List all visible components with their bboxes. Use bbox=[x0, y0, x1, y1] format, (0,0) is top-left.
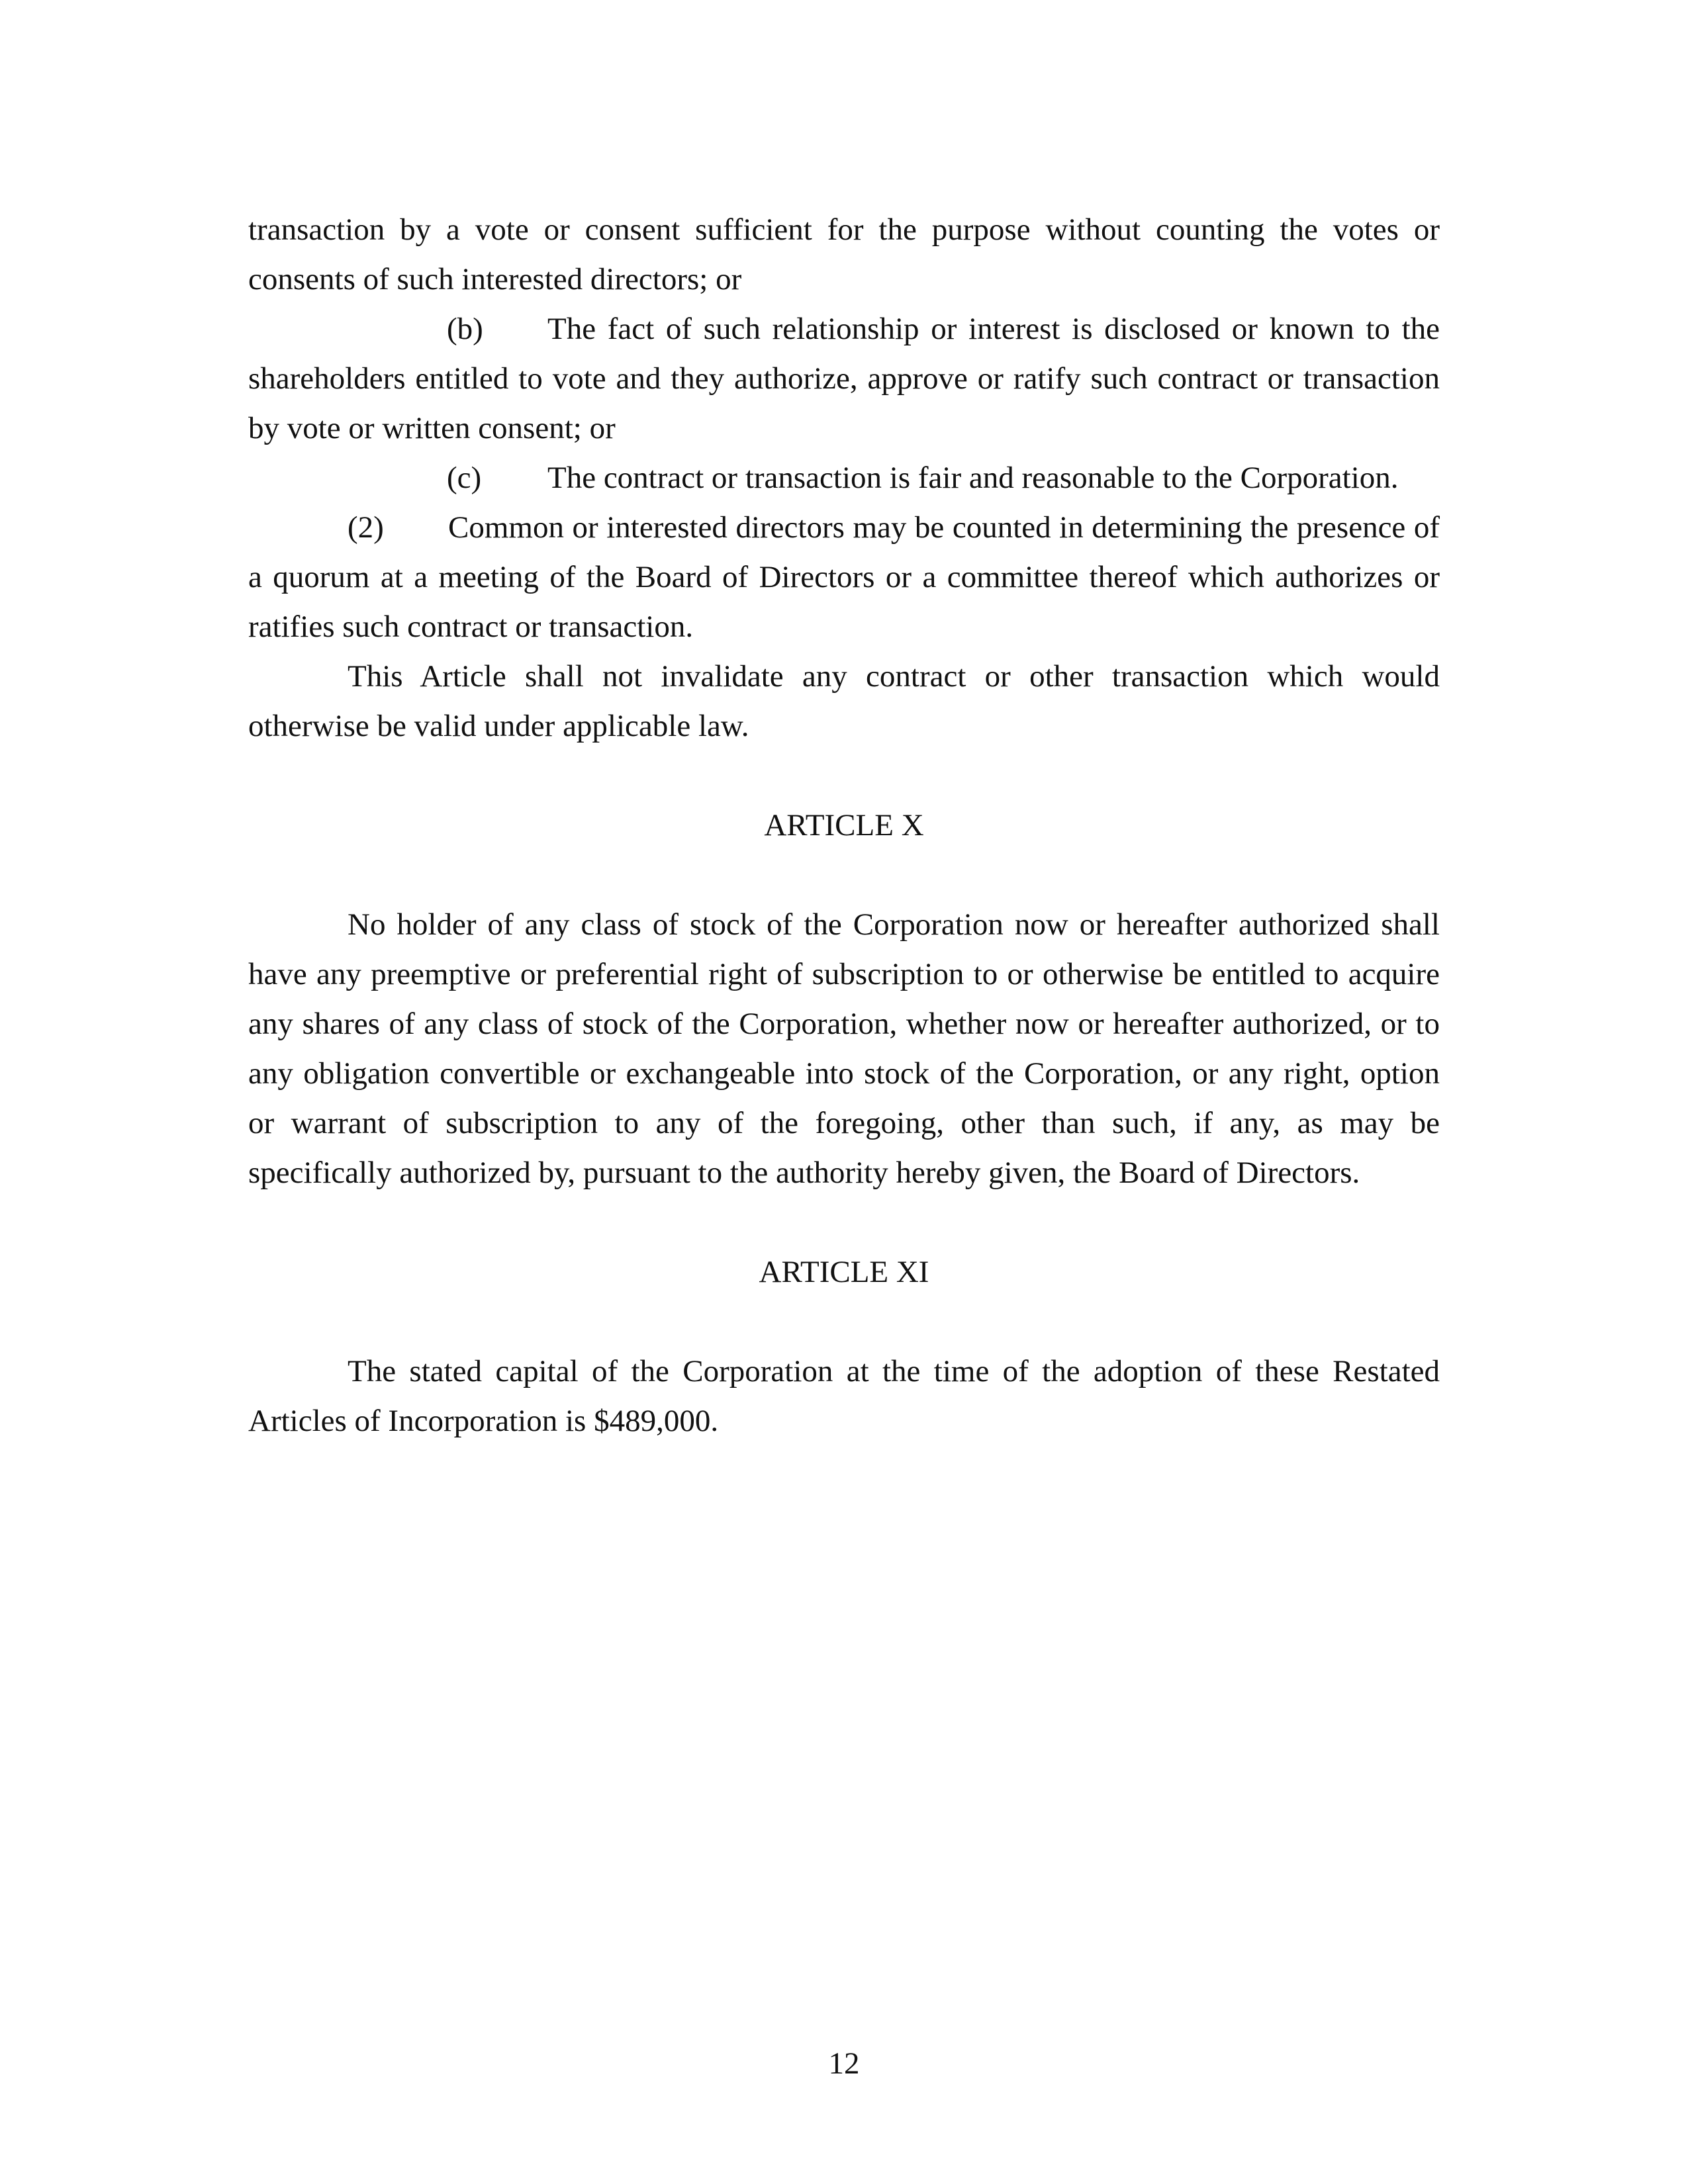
list-item-label: (2) bbox=[348, 510, 384, 545]
list-item-2 bbox=[248, 503, 1440, 652]
continuation-paragraph: transaction by a vote or consent sufficient for the purpose without counting the votes or consents of such interested directors; or bbox=[248, 212, 1440, 296]
list-item-label: (b) bbox=[447, 312, 483, 346]
article-ix-closing-paragraph: This Article shall not invalidate any contract or other transaction which would otherwise be valid under applicable law. bbox=[248, 659, 1440, 743]
list-item-b bbox=[248, 304, 1440, 453]
article-xi-paragraph: The stated capital of the Corporation at the time of the adoption of these Restated Articles of Incorporation is $489,000. bbox=[248, 1354, 1440, 1438]
article-xi-heading: ARTICLE XI bbox=[759, 1255, 929, 1289]
page-number: 12 bbox=[828, 2046, 860, 2081]
list-item-text: Common or interested directors may be counted in determining the presence of a quorum at a meeting of the Board of Directors or a committee thereof which authorizes or ratifies such contract or transaction. bbox=[248, 510, 1440, 644]
list-item-text: The fact of such relationship or interest is disclosed or known to the shareholders entitled to vote and they authorize, approve or ratify such contract or transaction by vote or written consent; or bbox=[248, 312, 1440, 445]
article-x-paragraph: No holder of any class of stock of the Corporation now or hereafter authorized shall have any preemptive or preferential right of subscription to or otherwise be entitled to acquire any shares of any class of stock of the Corporation, whether now or hereafter authorized, or to any obligation convertible or exchangeable into stock of the Corporation, or any right, option or warrant of subscription to any of the foregoing, other than such, if any, as may be specifically authorized by, pursuant to the authority hereby given, the Board of Directors. bbox=[248, 907, 1440, 1190]
list-item-label: (c) bbox=[447, 461, 482, 495]
list-item-c bbox=[248, 453, 1440, 503]
document-body bbox=[248, 205, 1440, 1446]
article-x-heading: ARTICLE X bbox=[764, 808, 924, 842]
list-item-text: The contract or transaction is fair and reasonable to the Corporation. bbox=[547, 461, 1399, 495]
